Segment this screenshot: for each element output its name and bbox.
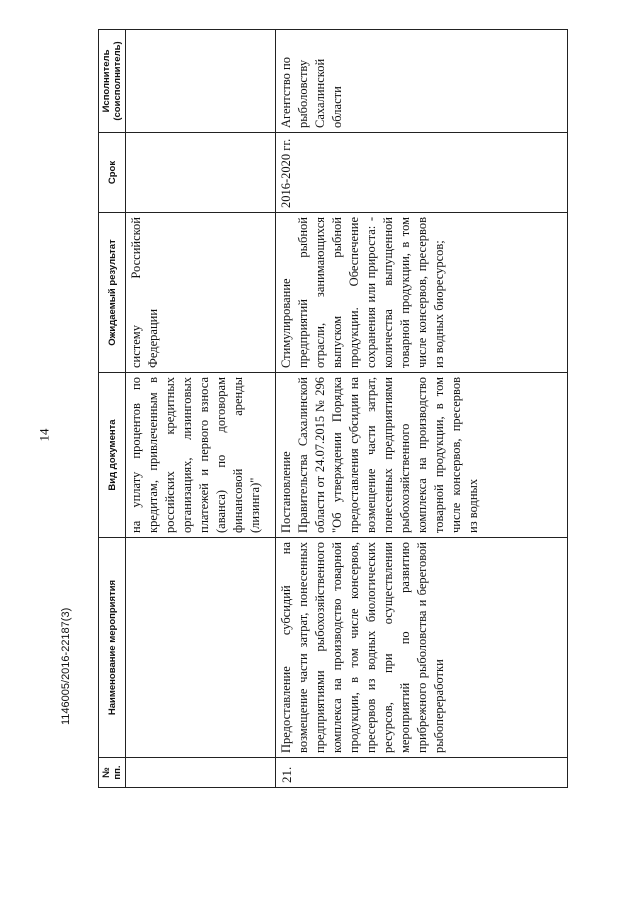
page-number: 14 [36,428,52,442]
row-num-cell: 21. [276,758,568,788]
table-row [276,30,568,788]
rotated-table-container [98,30,568,788]
measures-table [98,29,568,788]
col-num-header: № пп. [99,758,126,788]
row-executor-cell: Агентство по рыболовству Сахалинской области [276,30,568,133]
row-executor-cell [126,30,276,133]
row-result-cell: Стимулирование предприятий рыбной отрасли, занимающихся выпуском рыбной продукции. Обеспечение сохранения или прироста: - количества выпущенной товарной продукции, в том числе консервов, пресервов из водных биоресурсов; [276,213,568,373]
col-executor-header: Исполнитель (соисполнитель) [99,30,126,133]
table-row [126,30,276,788]
col-result-header: Ожидаемый результат [99,213,126,373]
row-num-cell [126,758,276,788]
col-doc-header: Вид документа [99,373,126,538]
col-term-header: Срок [99,133,126,213]
row-doc-cell: Постановление Правительства Сахалинской области от 24.07.2015 № 296 "Об утверждении Порядка предоставления субсидии на возмещение части затрат, понесенных предприятиями рыбохозяйственного комплекса на производство товарной продукции, в том числе консервов, пресервов из водных [276,373,568,538]
document-code: 1146005/2016-22187(3) [60,607,72,725]
table-header-row [99,30,126,788]
row-name-cell: Предоставление субсидий на возмещение части затрат, понесенных предприятиями рыбохозяйственного комплекса на производство товарной продукции, в том числе консервов, пресервов из водных биологических ресурсов, при осуществлении мероприятий по развитию прибрежного рыболовства и береговой рыбопереработки [276,538,568,758]
row-name-cell [126,538,276,758]
row-result-cell: систему Российской Федерации [126,213,276,373]
col-name-header: Наименование мероприятия [99,538,126,758]
row-term-cell [126,133,276,213]
row-term-cell: 2016-2020 гг. [276,133,568,213]
row-doc-cell: на уплату процентов по кредитам, привлеченным в российских кредитных организациях, лизинговых платежей и первого взноса (аванса) по договорам финансовой аренды (лизинга)" [126,373,276,538]
